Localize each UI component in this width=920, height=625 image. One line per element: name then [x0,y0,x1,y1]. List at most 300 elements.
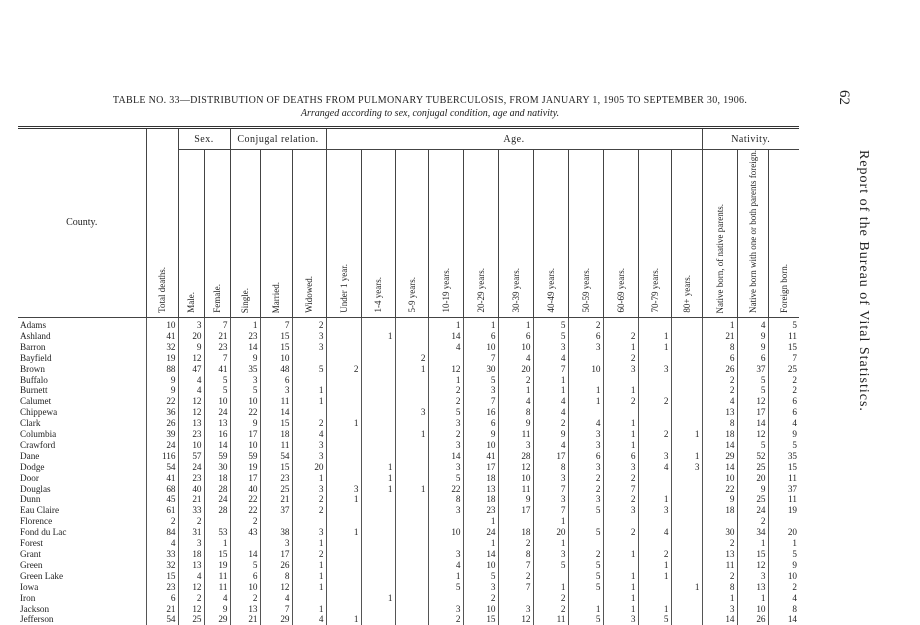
table-cell [498,516,533,527]
table-cell: 4 [768,593,799,604]
column-header: Native born, of native parents. [702,150,737,318]
table-cell: 1 [638,604,671,615]
table-cell: 1 [395,429,428,440]
table-cell [326,505,361,516]
county-name: Dodge [20,461,45,472]
county-name: Buffalo [20,374,48,385]
table-cell: 23 [146,582,178,593]
table-cell: 3 [533,549,568,560]
table-cell: 1 [702,317,737,330]
table-cell: 5 [533,317,568,330]
table-cell: 6 [737,353,768,364]
table-cell: 2 [428,396,463,407]
table-cell [326,571,361,582]
table-cell: 11 [533,614,568,625]
table-cell: 45 [146,494,178,505]
table-cell [603,538,638,549]
table-cell: 15 [260,462,292,473]
table-cell: 19 [146,353,178,364]
table-cell: 3 [638,364,671,375]
table-cell: 1 [292,571,326,582]
table-cell: 5 [737,440,768,451]
table-cell [638,353,671,364]
table-cell: 1 [603,593,638,604]
table-cell [671,593,702,604]
table-cell: 88 [146,364,178,375]
table-row [18,538,799,549]
table-cell: 3 [533,494,568,505]
table-cell [671,516,702,527]
table-cell [671,317,702,330]
table-cell [361,538,395,549]
table-cell: 7 [204,353,230,364]
table-cell: 4 [533,353,568,364]
table-cell: 29 [702,451,737,462]
table-cell: 1 [292,473,326,484]
table-cell: 15 [260,331,292,342]
table-cell: 7 [498,560,533,571]
table-cell [671,560,702,571]
table-cell: 23 [178,473,204,484]
table-cell: 5 [204,385,230,396]
table-cell: 4 [533,407,568,418]
table-cell [671,353,702,364]
table-cell: 1 [395,484,428,495]
table-cell: 37 [737,364,768,375]
table-cell [326,317,361,330]
table-cell: 14 [230,342,260,353]
table-cell: 18 [463,473,498,484]
table-cell: 4 [178,571,204,582]
county-name: Adams [20,319,47,330]
column-header: 70-79 years. [638,150,671,318]
table-cell: 2 [568,317,603,330]
column-header: 20-29 years. [463,150,498,318]
table-cell [395,385,428,396]
table-row [18,593,799,604]
county-name: Fond du Lac [20,527,67,538]
table-cell: 13 [702,407,737,418]
table-cell: 1 [603,342,638,353]
table-cell [568,538,603,549]
table-cell: 1 [638,560,671,571]
table-cell [292,516,326,527]
table-cell: 10 [568,364,603,375]
table-cell: 31 [178,527,204,538]
table-cell [230,538,260,549]
table-cell: 5 [568,527,603,538]
table-cell [671,385,702,396]
table-cell: 2 [292,494,326,505]
table-cell: 12 [178,396,204,407]
table-cell: 4 [292,614,326,625]
table-cell: 2 [603,353,638,364]
table-cell: 5 [533,560,568,571]
table-cell [326,604,361,615]
county-name: Brown [20,363,46,374]
table-cell: 5 [463,375,498,386]
table-cell: 12 [737,396,768,407]
table-row [18,494,799,505]
table-cell: 1 [463,516,498,527]
table-cell: 3 [292,451,326,462]
column-header: 80+ years. [671,150,702,318]
table-cell [260,516,292,527]
table-cell: 4 [204,593,230,604]
table-cell: 1 [603,440,638,451]
table-cell: 26 [260,560,292,571]
table-cell [361,440,395,451]
table-cell: 9 [737,342,768,353]
table-cell: 5 [638,614,671,625]
county-name: Dane [20,450,40,461]
table-cell: 12 [178,353,204,364]
table-cell [361,560,395,571]
table-cell: 57 [178,451,204,462]
table-cell: 1 [361,462,395,473]
table-cell: 15 [768,342,799,353]
table-cell: 18 [178,549,204,560]
table-cell: 3 [292,440,326,451]
table-cell: 6 [463,331,498,342]
table-cell: 5 [568,582,603,593]
table-cell: 26 [737,614,768,625]
table-cell: 9 [737,484,768,495]
table-cell [638,385,671,396]
table-row [18,527,799,538]
table-cell [361,527,395,538]
table-cell [428,593,463,604]
table-cell: 1 [326,418,361,429]
table-row [18,396,799,407]
table-cell [326,385,361,396]
table-cell: 20 [498,364,533,375]
table-cell: 2 [428,614,463,625]
table-cell: 1 [326,494,361,505]
table-cell: 2 [292,317,326,330]
table-cell: 32 [146,560,178,571]
table-cell: 10 [146,317,178,330]
county-name: Clark [20,418,41,429]
table-cell: 14 [463,549,498,560]
table-cell: 11 [204,582,230,593]
column-header: 30-39 years. [498,150,533,318]
county-name: Florence [20,516,53,527]
table-cell: 4 [533,440,568,451]
table-cell: 8 [260,571,292,582]
table-cell [395,317,428,330]
table-cell: 15 [204,549,230,560]
table-cell: 4 [702,396,737,407]
table-cell: 2 [603,494,638,505]
table-cell: 23 [260,473,292,484]
table-cell: 18 [260,429,292,440]
table-cell: 10 [204,396,230,407]
table-cell: 2 [428,385,463,396]
table-cell: 1 [361,484,395,495]
table-cell [671,538,702,549]
table-cell [671,494,702,505]
table-cell: 3 [292,484,326,495]
table-cell: 3 [533,473,568,484]
table-cell: 5 [428,582,463,593]
table-cell: 1 [568,396,603,407]
table-cell: 3 [292,331,326,342]
table-cell: 3 [178,538,204,549]
table-cell: 3 [671,462,702,473]
table-cell: 2 [498,571,533,582]
table-cell: 26 [146,418,178,429]
table-cell: 1 [568,604,603,615]
table-cell [395,342,428,353]
table-cell [395,451,428,462]
table-cell: 1 [292,582,326,593]
table-cell: 1 [292,560,326,571]
table-cell: 5 [737,375,768,386]
table-cell: 2 [292,418,326,429]
table-cell: 2 [498,375,533,386]
table-cell: 11 [260,396,292,407]
county-name: Chippewa [20,407,58,418]
table-cell [671,473,702,484]
table-cell: 5 [568,614,603,625]
table-cell: 48 [260,364,292,375]
table-cell: 17 [260,549,292,560]
table-cell [204,516,230,527]
table-cell: 36 [146,407,178,418]
table-cell [395,494,428,505]
table-cell: 5 [568,571,603,582]
table-cell: 4 [533,396,568,407]
table-row [18,342,799,353]
table-cell: 1 [671,451,702,462]
table-cell: 3 [498,440,533,451]
table-cell: 13 [702,549,737,560]
table-cell: 6 [702,353,737,364]
table-cell [361,582,395,593]
table-row [18,614,799,625]
table-cell: 2 [146,516,178,527]
table-cell: 1 [737,593,768,604]
table-cell: 5 [204,375,230,386]
table-cell: 2 [533,418,568,429]
table-row [18,440,799,451]
table-row [18,317,799,330]
table-cell: 3 [638,451,671,462]
table-cell [361,353,395,364]
table-cell: 13 [204,418,230,429]
table-cell [326,560,361,571]
table-cell: 2 [638,549,671,560]
table-cell [395,396,428,407]
table-cell [671,407,702,418]
table-cell: 12 [178,604,204,615]
county-name: Jefferson [20,614,54,625]
table-cell [671,505,702,516]
table-cell [395,505,428,516]
table-cell [395,516,428,527]
table-cell [361,429,395,440]
table-cell: 7 [533,484,568,495]
table-cell [395,375,428,386]
table-cell: 25 [260,484,292,495]
table-cell: 4 [178,375,204,386]
table-cell [292,593,326,604]
table-cell [326,396,361,407]
table-cell: 17 [230,473,260,484]
table-row [18,582,799,593]
table-cell [361,317,395,330]
table-cell: 20 [178,331,204,342]
table-cell [603,516,638,527]
table-cell: 3 [603,614,638,625]
table-cell [395,549,428,560]
table-cell: 14 [768,614,799,625]
table-cell [638,317,671,330]
table-cell: 1 [638,494,671,505]
table-cell [395,462,428,473]
table-cell: 17 [737,407,768,418]
table-cell: 1 [533,516,568,527]
table-cell: 3 [498,604,533,615]
table-cell [395,440,428,451]
table-cell: 21 [204,331,230,342]
table-cell [568,593,603,604]
table-cell: 9 [533,429,568,440]
table-cell: 5 [533,331,568,342]
table-row [18,364,799,375]
table-cell [671,614,702,625]
table-cell: 22 [428,484,463,495]
county-name: Grant [20,549,41,559]
table-cell: 2 [768,375,799,386]
table-cell [395,418,428,429]
table-cell [395,593,428,604]
table-row [18,462,799,473]
table-cell: 22 [230,407,260,418]
table-row [18,484,799,495]
column-header: Native born with one or both parents foreign. [737,150,768,318]
table-cell [603,407,638,418]
table-cell: 1 [671,582,702,593]
table-cell: 3 [533,342,568,353]
table-cell: 2 [292,549,326,560]
table-cell: 22 [230,494,260,505]
table-cell: 13 [737,582,768,593]
table-cell: 5 [768,317,799,330]
table-cell: 12 [428,364,463,375]
table-cell: 15 [737,549,768,560]
table-cell: 33 [146,549,178,560]
table-cell [361,516,395,527]
table-cell: 3 [428,440,463,451]
table-cell: 15 [463,614,498,625]
table-cell: 18 [204,473,230,484]
table-cell: 4 [428,560,463,571]
table-cell: 11 [204,571,230,582]
table-cell: 3 [428,604,463,615]
table-cell [533,571,568,582]
table-cell: 6 [603,451,638,462]
table-cell: 2 [603,331,638,342]
county-name: Green Lake [20,570,64,581]
table-cell: 9 [702,494,737,505]
column-header: 40-49 years. [533,150,568,318]
table-subtitle: Arranged according to sex, conjugal condition, age and nativity. [300,108,560,119]
table-cell: 24 [204,407,230,418]
table-cell: 3 [568,440,603,451]
table-cell: 5 [768,549,799,560]
table-cell [326,516,361,527]
table-cell [638,407,671,418]
table-cell: 37 [768,484,799,495]
table-cell: 2 [178,516,204,527]
table-cell [292,407,326,418]
table-cell [361,549,395,560]
table-cell: 1 [395,364,428,375]
table-cell: 10 [463,342,498,353]
table-cell: 2 [638,429,671,440]
side-running-heading: Report of the Bureau of Vital Statistics. [856,150,871,412]
table-cell [498,593,533,604]
table-cell [638,582,671,593]
table-cell: 38 [260,527,292,538]
table-cell: 24 [146,440,178,451]
table-cell [361,407,395,418]
table-cell: 2 [178,593,204,604]
table-cell [671,604,702,615]
county-name: Jackson [20,603,50,614]
table-cell [326,407,361,418]
table-cell: 13 [178,560,204,571]
table-cell: 10 [768,571,799,582]
table-cell [326,473,361,484]
table-cell: 23 [178,429,204,440]
table-cell [326,451,361,462]
table-cell: 2 [292,505,326,516]
table-cell [326,375,361,386]
column-header: Total deaths. [146,128,178,318]
table-cell [326,440,361,451]
table-cell [361,364,395,375]
table-cell: 2 [603,396,638,407]
table-cell: 11 [768,494,799,505]
table-cell: 17 [498,505,533,516]
table-cell [428,538,463,549]
table-cell: 1 [603,418,638,429]
table-cell: 4 [260,593,292,604]
table-cell: 3 [428,462,463,473]
table-cell: 2 [230,593,260,604]
table-cell: 20 [533,527,568,538]
table-cell [768,516,799,527]
table-cell: 10 [463,440,498,451]
table-cell: 5 [292,364,326,375]
table-cell [395,614,428,625]
table-cell: 21 [702,331,737,342]
table-cell [395,582,428,593]
column-header: 10-19 years. [428,150,463,318]
table-cell: 35 [768,451,799,462]
table-cell [326,549,361,560]
table-cell: 3 [463,385,498,396]
table-cell: 4 [638,527,671,538]
table-cell: 2 [326,364,361,375]
table-cell [603,560,638,571]
table-row [18,353,799,364]
county-name: Calumet [20,396,52,407]
table-cell [395,538,428,549]
